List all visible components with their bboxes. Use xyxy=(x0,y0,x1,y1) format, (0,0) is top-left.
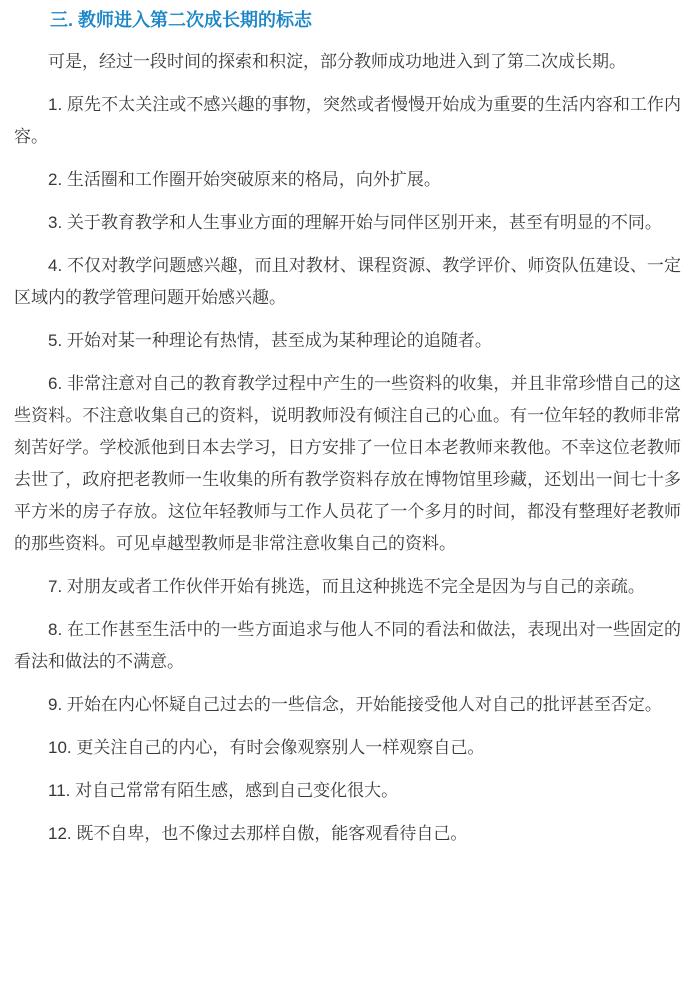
list-item-6: 6. 非常注意对自己的教育教学过程中产生的一些资料的收集，并且非常珍惜自己的这些资料。不注意收集自己的资料，说明教师没有倾注自己的心血。有一位年轻的教师非常刻苦好学。学校派他到日本去学习，日方安排了一位日本老教师来教他。不幸这位老教师去世了，政府把老教师一生收集的所有教学资料存放在博物馆里珍藏，还划出一间七十多平方米的房子存放。这位年轻教师与工作人员花了一个多月的时间，都没有整理好老教师的那些资料。可见卓越型教师是非常注意收集自己的资料。 xyxy=(14,374,681,553)
list-item-1: 1. 原先不太关注或不感兴趣的事物，突然或者慢慢开始成为重要的生活内容和工作内容。 xyxy=(14,95,681,146)
list-item-11: 11. 对自己常常有陌生感，感到自己变化很大。 xyxy=(48,781,399,800)
list-item-4: 4. 不仅对教学问题感兴趣，而且对教材、课程资源、教学评价、师资队伍建设、一定区域内的教学管理问题开始感兴趣。 xyxy=(14,256,681,307)
list-item-2: 2. 生活圈和工作圈开始突破原来的格局，向外扩展。 xyxy=(48,170,441,189)
intro-paragraph: 可是，经过一段时间的探索和积淀，部分教师成功地进入到了第二次成长期。 xyxy=(48,52,626,71)
list-item-8: 8. 在工作甚至生活中的一些方面追求与他人不同的看法和做法，表现出对一些固定的看法和做法的不满意。 xyxy=(14,620,681,671)
list-item-3: 3. 关于教育教学和人生事业方面的理解开始与同伴区别开来，甚至有明显的不同。 xyxy=(48,213,662,232)
list-item-7: 7. 对朋友或者工作伙伴开始有挑选，而且这种挑选不完全是因为与自己的亲疏。 xyxy=(48,577,645,596)
list-item-9: 9. 开始在内心怀疑自己过去的一些信念，开始能接受他人对自己的批评甚至否定。 xyxy=(48,695,662,714)
list-item-12: 12. 既不自卑，也不像过去那样自傲，能客观看待自己。 xyxy=(48,824,468,843)
section-heading: 三. 教师进入第二次成长期的标志 xyxy=(50,10,313,30)
list-item-10: 10. 更关注自己的内心，有时会像观察别人一样观察自己。 xyxy=(48,738,485,757)
list-item-5: 5. 开始对某一种理论有热情，甚至成为某种理论的追随者。 xyxy=(48,331,492,350)
